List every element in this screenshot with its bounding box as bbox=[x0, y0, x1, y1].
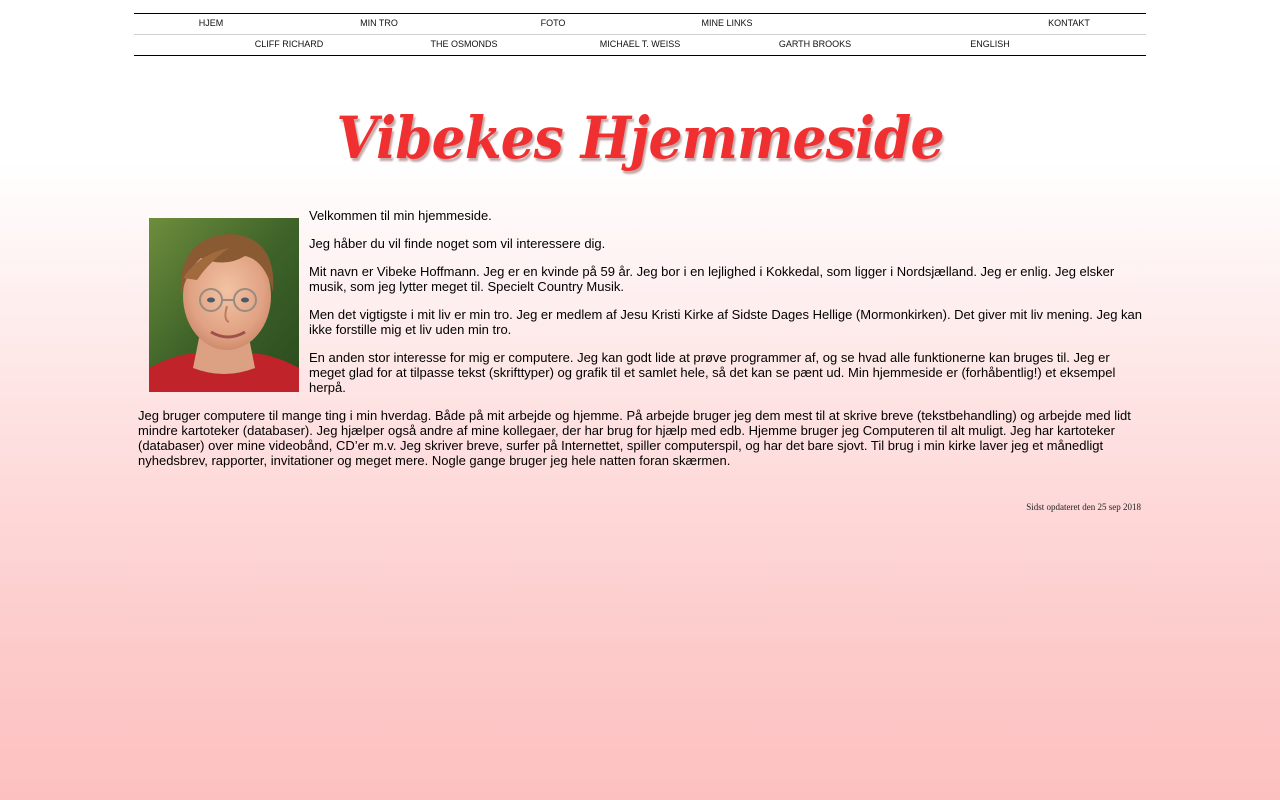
nav-link-kontakt[interactable]: KONTAKT bbox=[1048, 18, 1090, 28]
paragraph-faith: Men det vigtigste i mit liv er min tro. Jeg er medlem af Jesu Kristi Kirke af Sidste Dages Hellige (Mormonkirken). Det giver mit liv mening. Jeg kan ikke forstille mig et liv uden min tro. bbox=[309, 307, 1143, 337]
nav-link-garth-brooks[interactable]: GARTH BROOKS bbox=[778, 39, 852, 49]
title-banner bbox=[0, 104, 1280, 172]
nav-link-mine-links[interactable]: MINE LINKS bbox=[701, 18, 753, 28]
nav-link-hjem[interactable]: HJEM bbox=[198, 18, 224, 28]
portrait-photo bbox=[149, 218, 299, 392]
nav-row-main bbox=[134, 13, 1146, 34]
last-updated: Sidst opdateret den 25 sep 2018 bbox=[1026, 502, 1141, 512]
main-content bbox=[138, 208, 1142, 481]
nav-link-cliff-richard[interactable]: CLIFF RICHARD bbox=[254, 39, 324, 49]
nav-link-the-osmonds[interactable]: THE OSMONDS bbox=[430, 39, 498, 49]
nav-link-english[interactable]: ENGLISH bbox=[970, 39, 1010, 49]
paragraph-computer-use: Jeg bruger computere til mange ting i min hverdag. Både på mit arbejde og hjemme. På arbejde bruger jeg dem mest til at skrive breve (tekstbehandling) og arbejde med lidt mindre kartoteker (databaser). Jeg hjælper også andre af mine kollegaer, der har brug for hjælp med edb. Hjemme bruger jeg Computeren til alt muligt. Jeg har kartoteker (databaser) over mine videobånd, CD’er m.v. Jeg skriver breve, surfer på Internettet, spiller computerspil, og har det bare sjovt. Til brug i min kirke laver jeg et månedligt nyhedsbrev, rapporter, invitationer og meget mere. Nogle gange bruger jeg hele natten foran skærmen. bbox=[138, 408, 1131, 468]
site-title: Vibekes Hjemmeside bbox=[336, 104, 944, 172]
paragraph-computers: En anden stor interesse for mig er computere. Jeg kan godt lide at prøve programmer af, og se hvad alle funktionerne kan bruges til. Jeg er meget glad for at tilpasse tekst (skrifttyper) og grafik til et samlet hele, så det kan se pænt ud. Min hjemmeside er (forhåbentlig!) et eksempel herpå. bbox=[309, 350, 1116, 395]
nav-link-min-tro[interactable]: MIN TRO bbox=[360, 18, 398, 28]
paragraph-hope: Jeg håber du vil finde noget som vil interessere dig. bbox=[309, 236, 606, 251]
nav-link-foto[interactable]: FOTO bbox=[540, 18, 566, 28]
top-navigation bbox=[134, 13, 1146, 56]
paragraph-about-me: Mit navn er Vibeke Hoffmann. Jeg er en kvinde på 59 år. Jeg bor i en lejlighed i Kokkedal, som ligger i Nordsjælland. Jeg er enlig. Jeg elsker musik, som jeg lytter meget til. Specielt Country Musik. bbox=[309, 264, 1115, 294]
nav-link-michael-t-weiss[interactable]: MICHAEL T. WEISS bbox=[599, 39, 681, 49]
paragraph-welcome: Velkommen til min hjemmeside. bbox=[309, 208, 492, 223]
nav-row-secondary bbox=[134, 34, 1146, 56]
